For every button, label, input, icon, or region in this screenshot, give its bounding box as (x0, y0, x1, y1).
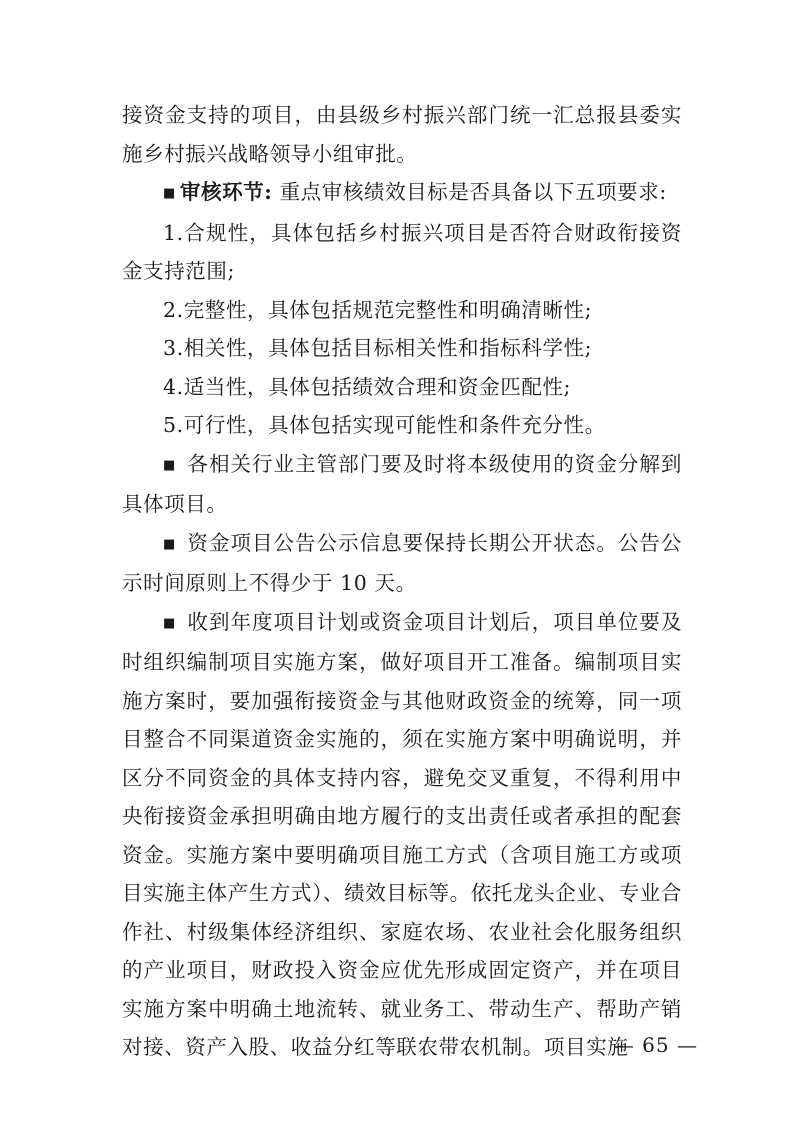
paragraph-continuation: 接资金支持的项目，由县级乡村振兴部门统一汇总报县委实施乡村振兴战略领导小组审批。 (122, 103, 682, 166)
requirement-appropriateness: 4.适当性，具体包括绩效合理和资金匹配性; (163, 374, 572, 399)
bullet-square-icon: ■ (163, 536, 176, 552)
paragraph-review-stage (122, 173, 682, 214)
implementation-plan-text: 收到年度项目计划或资金项目计划后，项目单位要及时组织编制项目实施方案，做好项目开工准备。编制项目实施方案时，要加强衔接资金与其他财政资金的统筹，同一项目整合不同渠道资金实施的，须在实施方案中明确说明，并区分不同资金的具体支持内容，避免交叉重复，不得利用中央衔接资金承担明确由地方履行的支出责任或者承担的配套资金。实施方案中要明确项目施工方式（含项目施工方或项目实施主体产生方式）、绩效目标等。依托龙头企业、专业合作社、村级集体经济组织、家庭农场、农业社会化服务组织的产业项目，财政投入资金应优先形成固定资产，并在项目实施方案中明确土地流转、就业务工、带动生产、帮助产销对接、资产入股、收益分红等联农带农机制。项目实施 (122, 609, 682, 1059)
departments-text: 各相关行业主管部门要及时将本级使用的资金分解到具体项目。 (122, 451, 682, 516)
paragraph-departments (122, 445, 682, 524)
paragraph-implementation-plan (122, 603, 682, 1067)
bullet-square-icon: ■ (163, 615, 176, 631)
bullet-square-icon: ■ (163, 186, 176, 201)
requirement-relevance: 3.相关性，具体包括目标相关性和指标科学性; (163, 336, 593, 360)
review-stage-text: 重点审核绩效目标是否具备以下五项要求: (272, 180, 667, 204)
paragraph-announcement (122, 524, 682, 603)
requirement-completeness: 2.完整性，具体包括规范完整性和明确清晰性; (163, 297, 593, 322)
document-body (122, 96, 682, 1067)
review-stage-title: 审核环节: (179, 180, 273, 204)
requirement-compliance: 1.合规性，具体包括乡村振兴项目是否符合财政衔接资金支持范围; (122, 220, 682, 283)
announcement-text: 资金项目公告公示信息要保持长期公开状态。公告公示时间原则上不得少于 10 天。 (122, 530, 682, 595)
requirement-feasibility: 5.可行性，具体包括实现可能性和条件充分性。 (163, 413, 606, 437)
bullet-square-icon: ■ (163, 457, 176, 473)
page-number: — 65 — (613, 1033, 698, 1057)
